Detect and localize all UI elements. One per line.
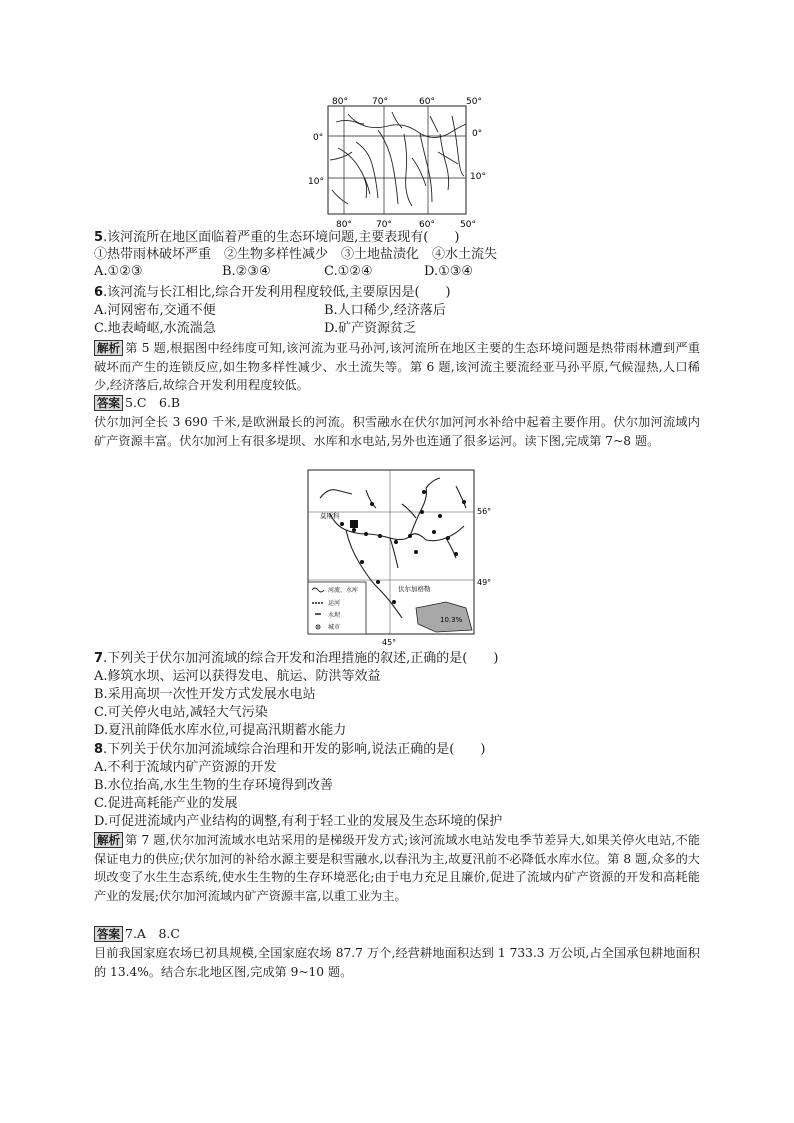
question-text: .该河流所在地区面临着严重的生态环境问题,主要表现有( ): [103, 230, 460, 245]
map2-lat-top: 56°: [477, 507, 492, 516]
legend-item: 运河: [328, 600, 341, 607]
question-8-stem: [94, 741, 485, 758]
map1-bottom-label: 70°: [376, 220, 392, 230]
map1-bottom-label: 50°: [460, 220, 476, 230]
legend-item: 水坝: [328, 612, 341, 619]
legend-item: 河流、水库: [328, 587, 359, 594]
option-b: B.采用高坝一次性开发方式发展水电站: [94, 687, 316, 702]
map1-top-label: 80°: [332, 97, 348, 107]
question-5-items: ①热带雨林破坏严重 ②生物多样性减少 ③土地盐渍化 ④水土流失: [94, 247, 498, 262]
option-d: D.①③④: [424, 264, 474, 279]
answer-block-1: [94, 394, 180, 412]
answer-text: 5.C 6.B: [125, 395, 181, 410]
analysis-text: 第 7 题,伏尔加河流域水电站采用的是梯级开发方式;该河流域水电站发电季节差异大,如果关停火电站,不能保证电力的供应;伏尔加河的补给水源主要是积雪融水,以春汛为主,故夏汛前不必降低水库水位。第 8 题,众多的大坝改变了水生生态系统,使水生生物的生存环境恶化;由于电力充足且廉价,促进了流域内矿产资源的开发和高耗能产业的发展;伏尔加河流域内矿产资源丰富,以重工业为主。: [94, 833, 700, 903]
option-a: A.①②③: [94, 264, 143, 279]
question-number: 6: [94, 285, 104, 300]
option-c: C.①②④: [324, 264, 373, 279]
option-a: A.不利于流域内矿产资源的开发: [94, 760, 277, 775]
option-d: D.夏汛前降低水库水位,可提高汛期蓄水能力: [94, 723, 347, 738]
option-a: A.修筑水坝、运河以获得发电、航运、防洪等效益: [94, 669, 381, 684]
question-5-stem: [94, 229, 459, 246]
map1-left-label: 0°: [313, 133, 324, 143]
legend-item: 城市: [328, 624, 341, 631]
map2-lon: 45°: [382, 638, 397, 647]
map1-right-label: 10°: [470, 172, 486, 182]
question-number: 7: [94, 651, 104, 666]
option-d: D.矿产资源贫乏: [324, 321, 417, 336]
question-text: .下列关于伏尔加河流域的综合开发和治理措施的叙述,正确的是( ): [103, 651, 499, 666]
option-b: B.人口稀少,经济落后: [324, 303, 446, 318]
analysis-tag: 解析: [94, 340, 123, 356]
map2-lat-bottom: 49°: [477, 578, 492, 587]
map2-volgograd-label: 伏尔加格勒: [398, 585, 431, 593]
option-b: B.水位抬高,水生生物的生存环境得到改善: [94, 778, 333, 793]
question-6-stem: [94, 284, 451, 301]
analysis-tag: 解析: [94, 832, 123, 848]
map1-top-label: 50°: [466, 97, 482, 107]
map1-bottom-label: 60°: [419, 220, 435, 230]
option-b: B.②③④: [222, 264, 271, 279]
analysis-text: 第 5 题,根据图中经纬度可知,该河流为亚马孙河,该河流所在地区主要的生态环境问题是热带雨林遭到严重破坏而产生的连锁反应,如生物多样性减少、水土流失等。第 6 题,该河流主要流经亚马孙平原,气候湿热,人口稀少,经济落后,故综合开发利用程度较低。: [94, 341, 700, 392]
map1-right-label: 0°: [472, 129, 483, 139]
option-c: C.促进高耗能产业的发展: [94, 796, 238, 811]
map1-top-label: 60°: [419, 97, 435, 107]
option-c: C.可关停火电站,减轻大气污染: [94, 705, 268, 720]
map2-moscow-label: 莫斯科: [320, 512, 340, 520]
question-number: 5: [94, 230, 104, 245]
analysis-block-1: [94, 339, 700, 395]
map2-percent-label: 10.3%: [440, 616, 463, 624]
map1-bottom-label: 80°: [336, 220, 352, 230]
question-number: 8: [94, 742, 104, 757]
option-c: C.地表崎岖,水流湍急: [94, 321, 216, 336]
volga-river-map: [306, 468, 496, 648]
answer-tag: 答案: [94, 395, 123, 411]
answer-tag: 答案: [94, 926, 123, 942]
amazon-river-map: [308, 94, 488, 230]
intro-family-farm: 目前我国家庭农场已初具规模,全国家庭农场 87.7 万个,经营耕地面积达到 1 733.3 万公顷,占全国承包耕地面积的 13.4%。结合东北地区图,完成第 9~10 题。: [94, 946, 700, 979]
map1-left-label: 10°: [308, 177, 324, 187]
map1-top-label: 70°: [372, 97, 388, 107]
question-text: .下列关于伏尔加河流域综合治理和开发的影响,说法正确的是( ): [103, 742, 486, 757]
option-d: D.可促进流域内产业结构的调整,有利于轻工业的发展及生态环境的保护: [94, 814, 503, 829]
answer-block-2: [94, 925, 180, 943]
question-text: .该河流与长江相比,综合开发利用程度较低,主要原因是( ): [103, 285, 451, 300]
answer-text: 7.A 8.C: [125, 926, 180, 941]
question-7-stem: [94, 650, 498, 667]
option-a: A.河网密布,交通不便: [94, 303, 216, 318]
analysis-block-2: [94, 831, 700, 905]
intro-volga: 伏尔加河全长 3 690 千米,是欧洲最长的河流。积雪融水在伏尔加河河水补给中起着主要作用。伏尔加河流域内矿产资源丰富。伏尔加河上有很多堤坝、水库和水电站,另外也连通了很多运河。读下图,完成第 7~8 题。: [94, 415, 700, 448]
